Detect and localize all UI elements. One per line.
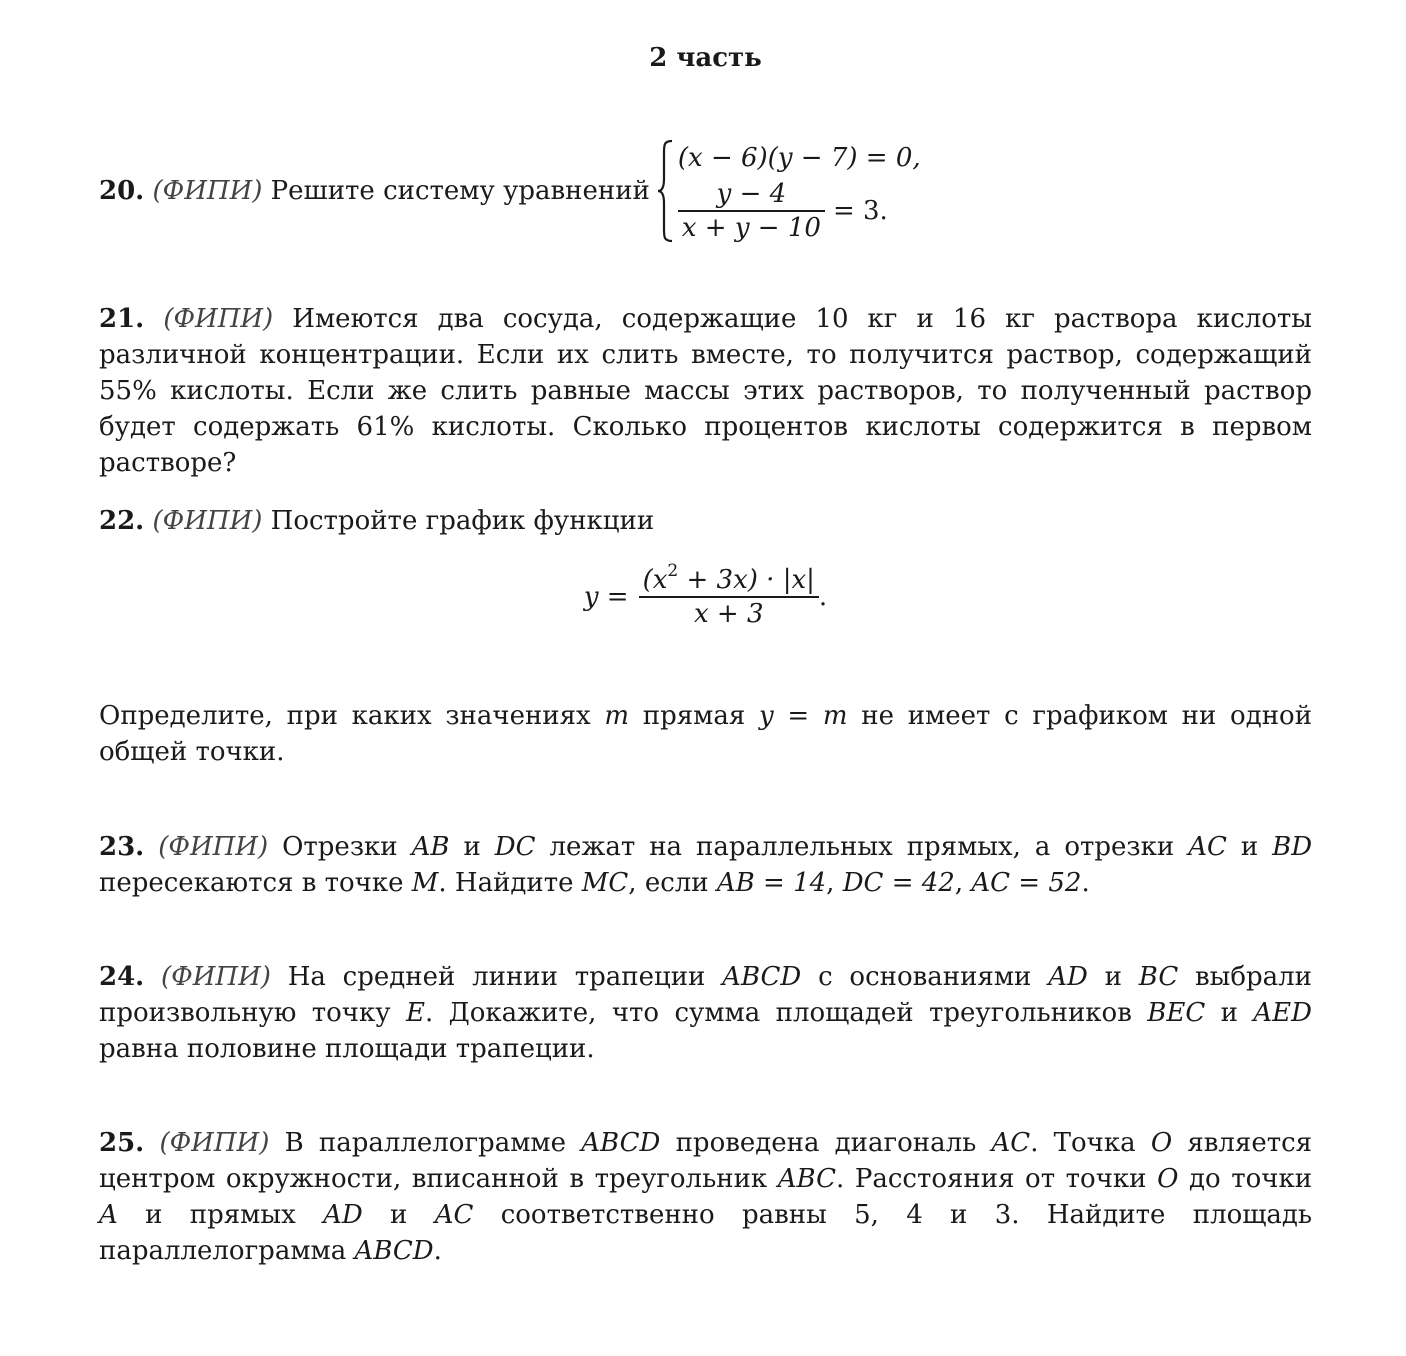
text: и xyxy=(463,832,481,862)
text: и xyxy=(1104,962,1122,992)
exponent: 2 xyxy=(667,561,679,582)
point-A: A xyxy=(99,1200,118,1230)
problem-text: Имеются два сосуда, содержащие 10 кг и 16 кг раствора кислоты различной концентрации. Если их слить вместе, то получится раствор, содержащий 55% кислоты. Если же слить равные массы этих растворов, то полученный раствор будет содержать 61% кислоты. Сколько процентов кислоты содержится в первом растворе? xyxy=(99,304,1313,478)
point-O: O xyxy=(1150,1128,1173,1158)
part-title: 2 часть xyxy=(649,43,762,73)
problem-number: 21. xyxy=(99,304,145,334)
text: и xyxy=(1220,998,1238,1028)
text: с основаниями xyxy=(818,962,1032,992)
triangle-AED: AED xyxy=(1253,998,1312,1028)
text: На средней линии трапеции xyxy=(287,962,706,992)
text: . xyxy=(433,1236,442,1266)
text: . Докажите, что сумма площадей треугольников xyxy=(424,998,1132,1028)
text: лежат на параллельных прямых, а отрезки xyxy=(549,832,1175,862)
text: пересекаются в точке xyxy=(99,868,404,898)
left-brace-icon xyxy=(656,139,674,243)
text: . Точка xyxy=(1030,1128,1136,1158)
fraction-numerator: y − 4 xyxy=(716,179,787,209)
condition-3: AC = 52 xyxy=(971,868,1082,898)
text: , xyxy=(826,868,835,898)
problem-number: 20. xyxy=(99,176,145,206)
fraction-numerator xyxy=(639,561,819,596)
point-E: E xyxy=(405,998,425,1028)
problem-text: Решите систему уравнений xyxy=(270,176,650,206)
problem-22 xyxy=(99,503,1312,539)
problem-21 xyxy=(99,301,1312,481)
problem-source: (ФИПИ) xyxy=(158,832,269,862)
segment-DC: DC xyxy=(494,832,536,862)
triangle-ABC: ABC xyxy=(777,1164,837,1194)
problem-source: (ФИПИ) xyxy=(152,176,263,206)
text: . Найдите xyxy=(438,868,574,898)
problem-source: (ФИПИ) xyxy=(161,962,271,992)
condition-2: DC = 42 xyxy=(842,868,955,898)
text: , если xyxy=(628,868,709,898)
segment-AB: AB xyxy=(411,832,450,862)
text: проведена диагональ xyxy=(675,1128,977,1158)
point-M: M xyxy=(411,868,439,898)
problem-22-question xyxy=(99,698,1312,770)
question-text: прямая xyxy=(642,701,746,731)
equation-2 xyxy=(678,178,921,244)
formula-lhs: y = xyxy=(583,582,629,612)
text: В параллелограмме xyxy=(284,1128,567,1158)
fraction xyxy=(639,561,819,630)
text: является центром окружности, вписанной в треугольник xyxy=(99,1128,1313,1194)
question-text: Определите, при каких значениях xyxy=(99,701,591,731)
numerator-part: + 3x) · |x| xyxy=(678,565,815,595)
line-equation: y = m xyxy=(759,701,848,731)
trapezoid-ABCD: ABCD xyxy=(722,962,802,992)
text: соответственно равны 5, 4 и 3. Найдите площадь параллелограмма xyxy=(99,1200,1313,1266)
diagonal-AC: AC xyxy=(991,1128,1031,1158)
numerator-part: (x xyxy=(642,565,668,595)
text: до точки xyxy=(1189,1164,1313,1194)
problem-source: (ФИПИ) xyxy=(159,1128,270,1158)
problem-23 xyxy=(99,829,1312,901)
problem-25 xyxy=(99,1125,1312,1269)
problem-number: 22. xyxy=(99,506,145,536)
text: и xyxy=(145,1200,163,1230)
var-m: m xyxy=(604,701,630,731)
problem-source: (ФИПИ) xyxy=(163,304,274,334)
text: выбрали произвольную точку xyxy=(99,962,1313,1028)
problem-number: 23. xyxy=(99,832,145,862)
problem-number: 25. xyxy=(99,1128,145,1158)
fraction-denominator: x + 3 xyxy=(693,599,764,629)
problem-source: (ФИПИ) xyxy=(152,506,263,536)
text: равна половине площади трапеции. xyxy=(99,1034,595,1064)
text: Отрезки xyxy=(282,832,398,862)
problem-number: 24. xyxy=(99,962,145,992)
equation-1: (x − 6)(y − 7) = 0, xyxy=(677,143,921,173)
function-formula xyxy=(99,561,1312,630)
equation-system xyxy=(678,138,921,244)
text: . Расстояния от точки xyxy=(836,1164,1147,1194)
text: прямых xyxy=(189,1200,296,1230)
parallelogram-ABCD: ABCD xyxy=(354,1236,434,1266)
problem-24 xyxy=(99,959,1312,1067)
text: и xyxy=(390,1200,408,1230)
problem-text: Постройте график функции xyxy=(270,506,655,536)
point-O: O xyxy=(1157,1164,1179,1194)
problem-20 xyxy=(99,138,1312,244)
text: и xyxy=(1240,832,1259,862)
base-AD: AD xyxy=(1048,962,1088,992)
triangle-BEC: BEC xyxy=(1147,998,1206,1028)
equation-2-rhs: = 3. xyxy=(832,196,888,226)
text: , xyxy=(954,868,964,898)
base-BC: BC xyxy=(1138,962,1179,992)
question-text: не имеет с графиком ни одной общей точки. xyxy=(99,701,1313,767)
formula-end: . xyxy=(818,582,828,612)
segment-MC: MC xyxy=(581,868,629,898)
fraction-denominator: x + y − 10 xyxy=(681,213,821,243)
fraction xyxy=(678,178,825,244)
segment-AC: AC xyxy=(1188,832,1227,862)
line-AD: AD xyxy=(323,1200,363,1230)
parallelogram-ABCD: ABCD xyxy=(581,1128,661,1158)
segment-BD: BD xyxy=(1272,832,1313,862)
text: . xyxy=(1081,868,1090,898)
line-AC: AC xyxy=(434,1200,474,1230)
condition-1: AB = 14 xyxy=(716,868,827,898)
